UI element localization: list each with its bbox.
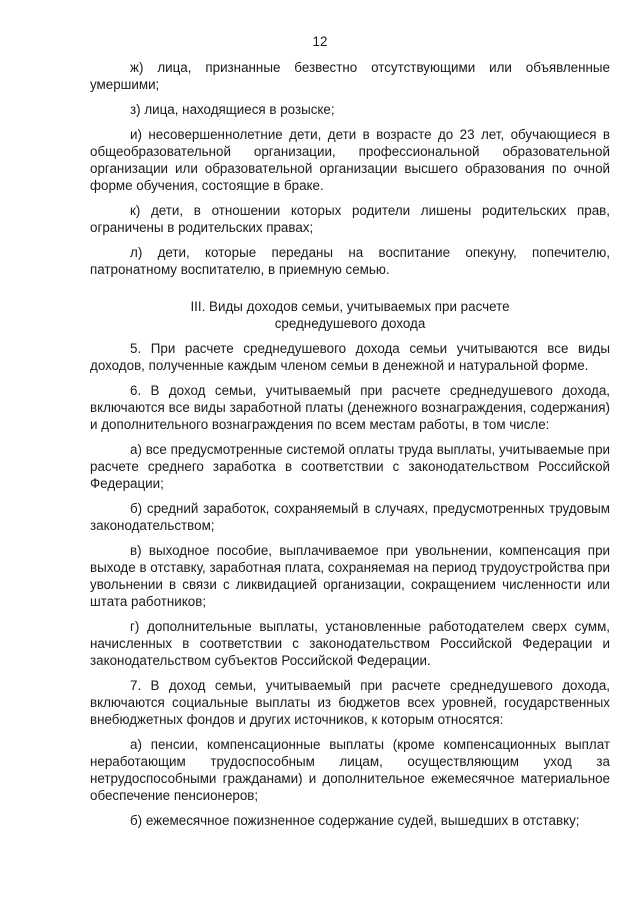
paragraph-6v: в) выходное пособие, выплачиваемое при увольнении, компенсация при выходе в отставку, заработная плата, сохраняемая на период трудоустройства при увольнении в связи с ликвидацией организации, сокращением численности или штата работников; [90, 543, 610, 609]
paragraph-6: 6. В доход семьи, учитываемый при расчете среднедушевого дохода, включаются все виды заработной платы (денежного вознаграждения, содержания) и дополнительного вознаграждения по всем местам работы, в том числе: [90, 383, 610, 432]
paragraph-6g: г) дополнительные выплаты, установленные работодателем сверх сумм, начисленных в соответствии с законодательством Российской Федерации и законодательством субъектов Российской Федерации. [90, 619, 610, 668]
page-number: 12 [312, 34, 328, 49]
paragraph-6b: б) средний заработок, сохраняемый в случаях, предусмотренных трудовым законодательством; [90, 501, 610, 533]
paragraph-k: к) дети, в отношении которых родители лишены родительских прав, ограничены в родительских правах; [90, 203, 610, 235]
paragraph-z: з) лица, находящиеся в розыске; [130, 102, 335, 117]
paragraph-7: 7. В доход семьи, учитываемый при расчете среднедушевого дохода, включаются социальные выплаты из бюджетов всех уровней, государственных внебюджетных фондов и других источников, к которым относятся: [90, 678, 610, 727]
section-heading-line-2: среднедушевого дохода [274, 316, 426, 331]
paragraph-7a: а) пенсии, компенсационные выплаты (кроме компенсационных выплат неработающим трудоспособным лицам, осуществляющим уход за нетрудоспособными гражданами) и дополнительное ежемесячное материальное обеспечение пенсионеров; [90, 737, 610, 803]
document-body [90, 59, 610, 837]
paragraph-i: и) несовершеннолетние дети, дети в возрасте до 23 лет, обучающиеся в общеобразовательной организации, профессиональной образовательной организации или образовательной организации высшего образования по очной форме обучения, состоящие в браке. [90, 127, 610, 193]
paragraph-l: л) дети, которые переданы на воспитание опекуну, попечителю, патронатному воспитателю, в приемную семью. [90, 245, 610, 277]
section-heading-line-1: III. Виды доходов семьи, учитываемых при расчете [190, 299, 510, 314]
section-heading [90, 298, 610, 332]
paragraph-5: 5. При расчете среднедушевого дохода семьи учитываются все виды доходов, полученные каждым членом семьи в денежной и натуральной форме. [90, 341, 610, 373]
paragraph-7b: б) ежемесячное пожизненное содержание судей, вышедших в отставку; [130, 813, 580, 828]
paragraph-6a: а) все предусмотренные системой оплаты труда выплаты, учитываемые при расчете среднего заработка в соответствии с законодательством Российской Федерации; [90, 442, 610, 491]
paragraph-zh: ж) лица, признанные безвестно отсутствующими или объявленные умершими; [90, 60, 610, 92]
